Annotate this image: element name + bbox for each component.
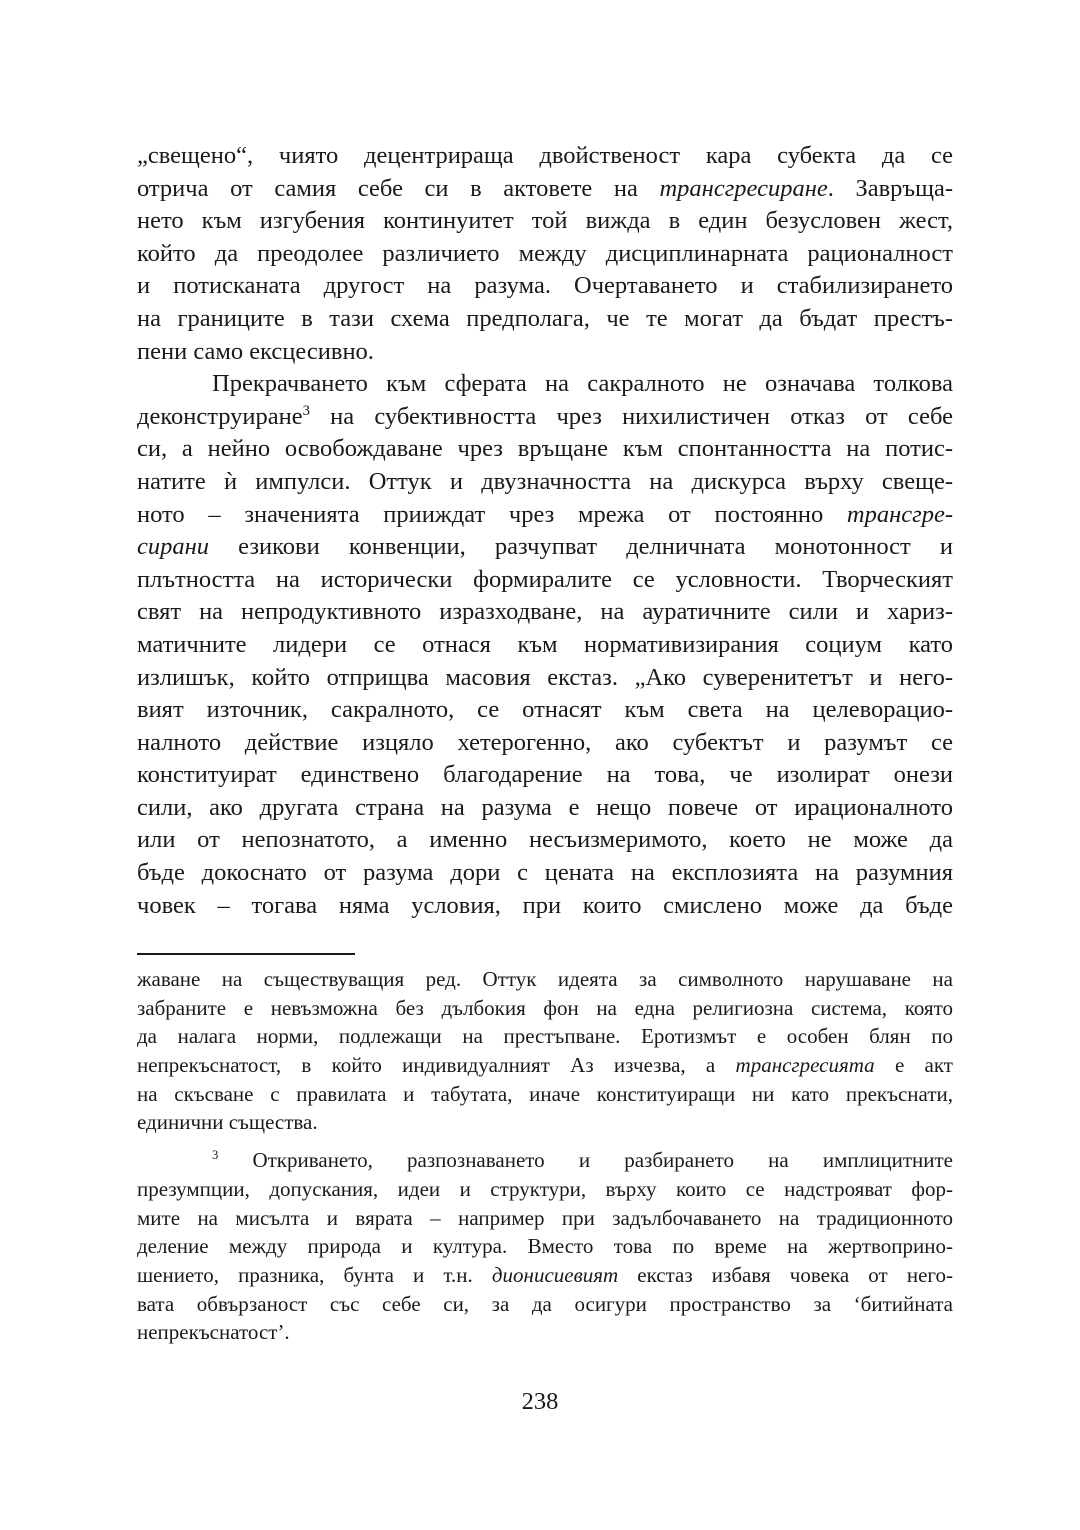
footnote-separator (137, 953, 355, 955)
text-segment: . Завръща- (827, 174, 953, 202)
text-line: си, а нейно освобождаване чрез връщане към спонтанността на потис- (137, 435, 953, 463)
paragraph-1 (137, 140, 953, 368)
footnote-line: непрекъснатост’. (137, 1320, 290, 1345)
footnote-line (137, 1146, 953, 1175)
footnote-line: забраните е невъзможна без дълбокия фон на една религиозна система, която (137, 995, 953, 1020)
footnote-continuation (137, 965, 953, 1137)
text-line: бъде докоснато от разума дори с цената на експлозията на разумния (137, 859, 953, 887)
italic-term: трансгресиране (659, 174, 828, 202)
text-line: човек – тогава няма условия, при които смислено може да бъде (137, 891, 953, 919)
italic-term: сирани (137, 533, 210, 561)
text-line: и потисканата другост на разума. Очертаването и стабилизирането (137, 272, 953, 300)
footnote-line (137, 1261, 953, 1290)
text-segment: езикови конвенции, разчупват делничната монотонност и (209, 533, 953, 561)
italic-term: трансгре- (846, 500, 953, 528)
text-line (137, 173, 953, 206)
text-line: пени само ексцесивно. (137, 337, 374, 365)
text-line: налното действие изцяло хетерогенно, ако субектът и разумът се (137, 728, 953, 756)
text-line: плътността на исторически формиралите се условности. Творческият (137, 565, 953, 593)
text-segment: на субективността чрез нихилистичен отказ от себе (309, 402, 953, 430)
text-line (137, 499, 953, 532)
footnote-line: деление между природа и култура. Вместо това по време на жертвоприно- (137, 1234, 953, 1259)
text-segment: екстаз избавя човека от него- (618, 1262, 953, 1287)
footnote-marker-3: 3 (212, 1148, 219, 1163)
text-line: конституират единствено благодарение на това, че изолират онези (137, 761, 953, 789)
footnote-line: единични същества. (137, 1110, 318, 1135)
text-segment: е акт (874, 1053, 953, 1078)
italic-term: дионисиевият (491, 1262, 619, 1287)
text-segment: непрекъснатост, в който индивидуалният Аз изчезва, а (137, 1053, 736, 1078)
text-line: който да преодолее различието между дисциплинарната рационалност (137, 239, 953, 267)
footnote-line: мите на мисълта и вярата – например при задълбочаването на традиционното (137, 1205, 953, 1230)
text-line: матичните лидери се отнася към нормативизирания социум като (137, 630, 953, 658)
paragraph-2 (137, 368, 953, 922)
text-line: на границите в тази схема предполага, че те могат да бъдат престъ- (137, 304, 953, 332)
text-line: свят на непродуктивното изразходване, на ауратичните сили и хариз- (137, 598, 953, 626)
text-line (137, 401, 953, 434)
footnote-line: жаване на съществуващия ред. Оттук идеята за символното нарушаване на (137, 967, 953, 991)
text-line: или от непознатото, а именно несъизмеримото, което не може да (137, 826, 953, 854)
footnote-ref-3[interactable]: 3 (302, 402, 310, 419)
footnote-line (137, 1051, 953, 1080)
footnote-line: презумпции, допускания, идеи и структури, върху които се надстрояват фор- (137, 1176, 953, 1201)
text-segment: ното – значенията прииждат чрез мрежа от постоянно (137, 500, 847, 528)
italic-term: трансгресията (735, 1053, 875, 1078)
text-line: излишък, който отприщва масовия екстаз. „Ако суверенитетът и него- (137, 663, 953, 691)
text-segment: шението, празника, бунта и т.н. (137, 1262, 492, 1287)
text-segment: отрича от самия себе си в актовете на (137, 174, 660, 202)
footnote-3 (137, 1146, 953, 1347)
main-text (137, 140, 953, 922)
footnote-line: да налага норми, подлежащи на престъпване. Еротизмът е особен блян по (137, 1024, 953, 1049)
page-number: 238 (521, 1388, 559, 1415)
text-line (137, 531, 953, 564)
text-segment: Откриването, разпознаването и разбирането на имплицитните (218, 1148, 953, 1173)
footnotes (137, 965, 953, 1347)
text-line: сили, ако другата страна на разума е нещо повече от ирационалното (137, 793, 953, 821)
footnote-line: на скъсване с правилата и табутата, иначе конституиращи ни като прекъснати, (137, 1081, 953, 1106)
text-line: натите ѝ импулси. Оттук и двузначността на дискурса върху свеще- (137, 467, 953, 495)
text-line: „свещено“, чиято децентрираща двойственост кара субекта да се (137, 142, 953, 169)
text-line: нето към изгубения континуитет той вижда в един безусловен жест, (137, 207, 953, 235)
footnote-line: вата обвързаност със себе си, за да осигури пространство за ‘битийната (137, 1291, 953, 1316)
text-segment: деконструиране (137, 402, 303, 430)
text-line: вият източник, сакралното, се отнасят към света на целеворацио- (137, 696, 953, 724)
text-line: Прекрачването към сферата на сакралното не означава толкова (212, 370, 953, 398)
